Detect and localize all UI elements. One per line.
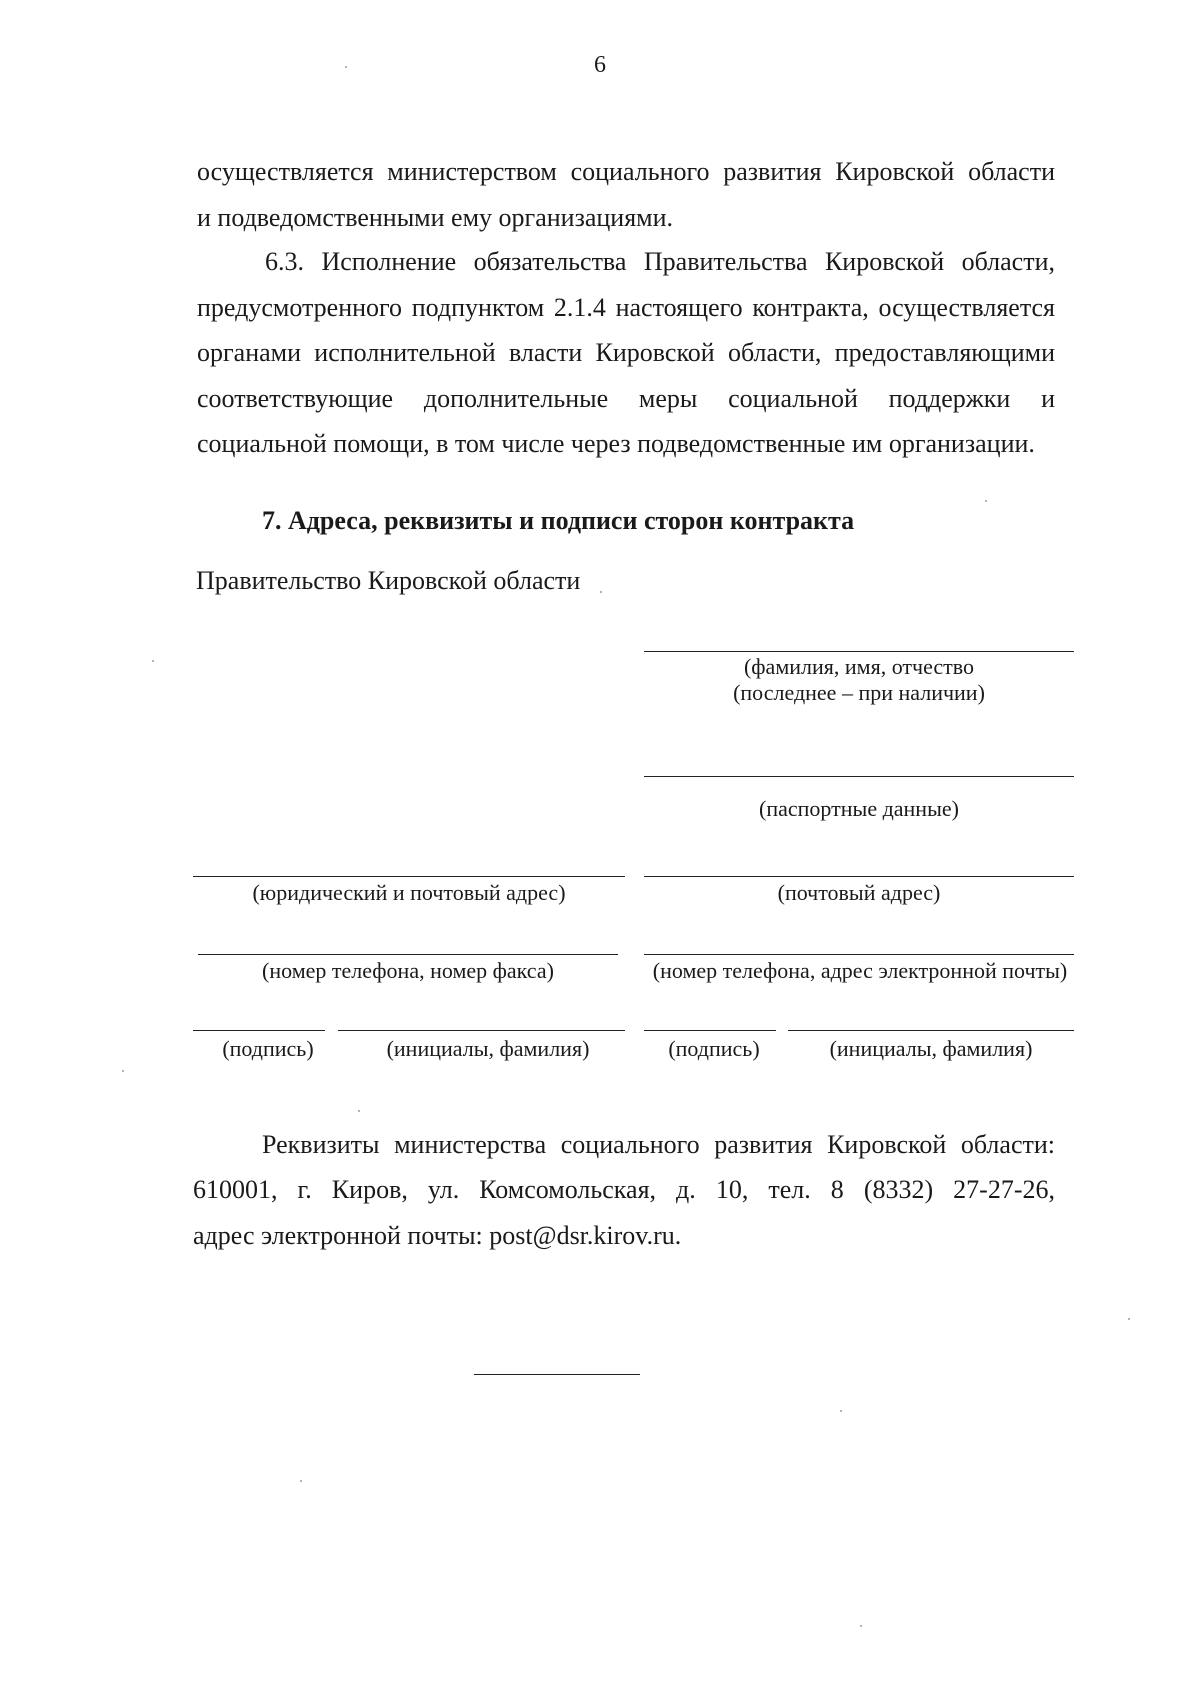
signature-right-line [644,1030,776,1031]
scan-speck [985,500,987,502]
para2-line2: предусмотренного подпунктом 2.1.4 настоящего контракта, осуществляется [197,293,1055,322]
ministry-line1: Реквизиты министерства социального развития Кировской области: [262,1130,1055,1159]
initials-left-line [338,1030,625,1031]
postal-address-caption: (почтовый адрес) [777,880,941,905]
scan-speck [358,1110,360,1112]
scan-speck [860,1625,862,1627]
scan-speck [600,591,602,593]
page-number: 6 [594,52,606,78]
party-left-name: Правительство Кировской области [196,566,581,595]
phone-fax-line [198,954,618,955]
initials-right-line [788,1030,1074,1031]
legal-address-caption: (юридический и почтовый адрес) [252,880,566,905]
fio-line [644,651,1074,652]
scan-speck [840,1410,842,1412]
scan-speck [345,66,347,68]
initials-right-caption: (инициалы, фамилия) [829,1036,1033,1061]
scan-speck [122,1070,124,1072]
initials-left-caption: (инициалы, фамилия) [386,1036,590,1061]
phone-fax-caption: (номер телефона, номер факса) [262,958,554,983]
ministry-line2: 610001, г. Киров, ул. Комсомольская, д. 10, тел. 8 (8332) 27-27-26, [193,1175,1055,1204]
para1-line2: и подведомственными ему организациями. [197,203,674,232]
fio-caption-line1: (фамилия, имя, отчество [743,654,975,679]
fio-caption-line2: (последнее – при наличии) [733,680,985,705]
passport-caption: (паспортные данные) [759,796,959,821]
legal-address-line [193,876,625,877]
scan-speck [1128,1318,1130,1320]
signature-left-line [193,1030,325,1031]
scan-speck [152,660,154,662]
phone-email-line [644,954,1074,955]
passport-line [644,776,1074,777]
para2-line4: соответствующие дополнительные меры социальной поддержки и [197,384,1055,413]
scan-speck [300,1480,302,1482]
para1-line1: осуществляется министерством социального развития Кировской области [197,157,1055,186]
para2-line5: социальной помощи, в том числе через подведомственные им организации. [197,429,1035,458]
signature-right-caption: (подпись) [668,1036,760,1061]
signature-left-caption: (подпись) [222,1036,314,1061]
para2-line3: органами исполнительной власти Кировской области, предоставляющими [197,338,1055,367]
section-heading: 7. Адреса, реквизиты и подписи сторон контракта [262,506,855,535]
phone-email-caption: (номер телефона, адрес электронной почты) [652,958,1068,983]
ministry-line3: адрес электронной почты: post@dsr.kirov.ru. [193,1221,682,1250]
closing-divider [474,1374,640,1375]
postal-address-line [644,876,1074,877]
para2-line1: 6.3. Исполнение обязательства Правительства Кировской области, [265,247,1055,276]
